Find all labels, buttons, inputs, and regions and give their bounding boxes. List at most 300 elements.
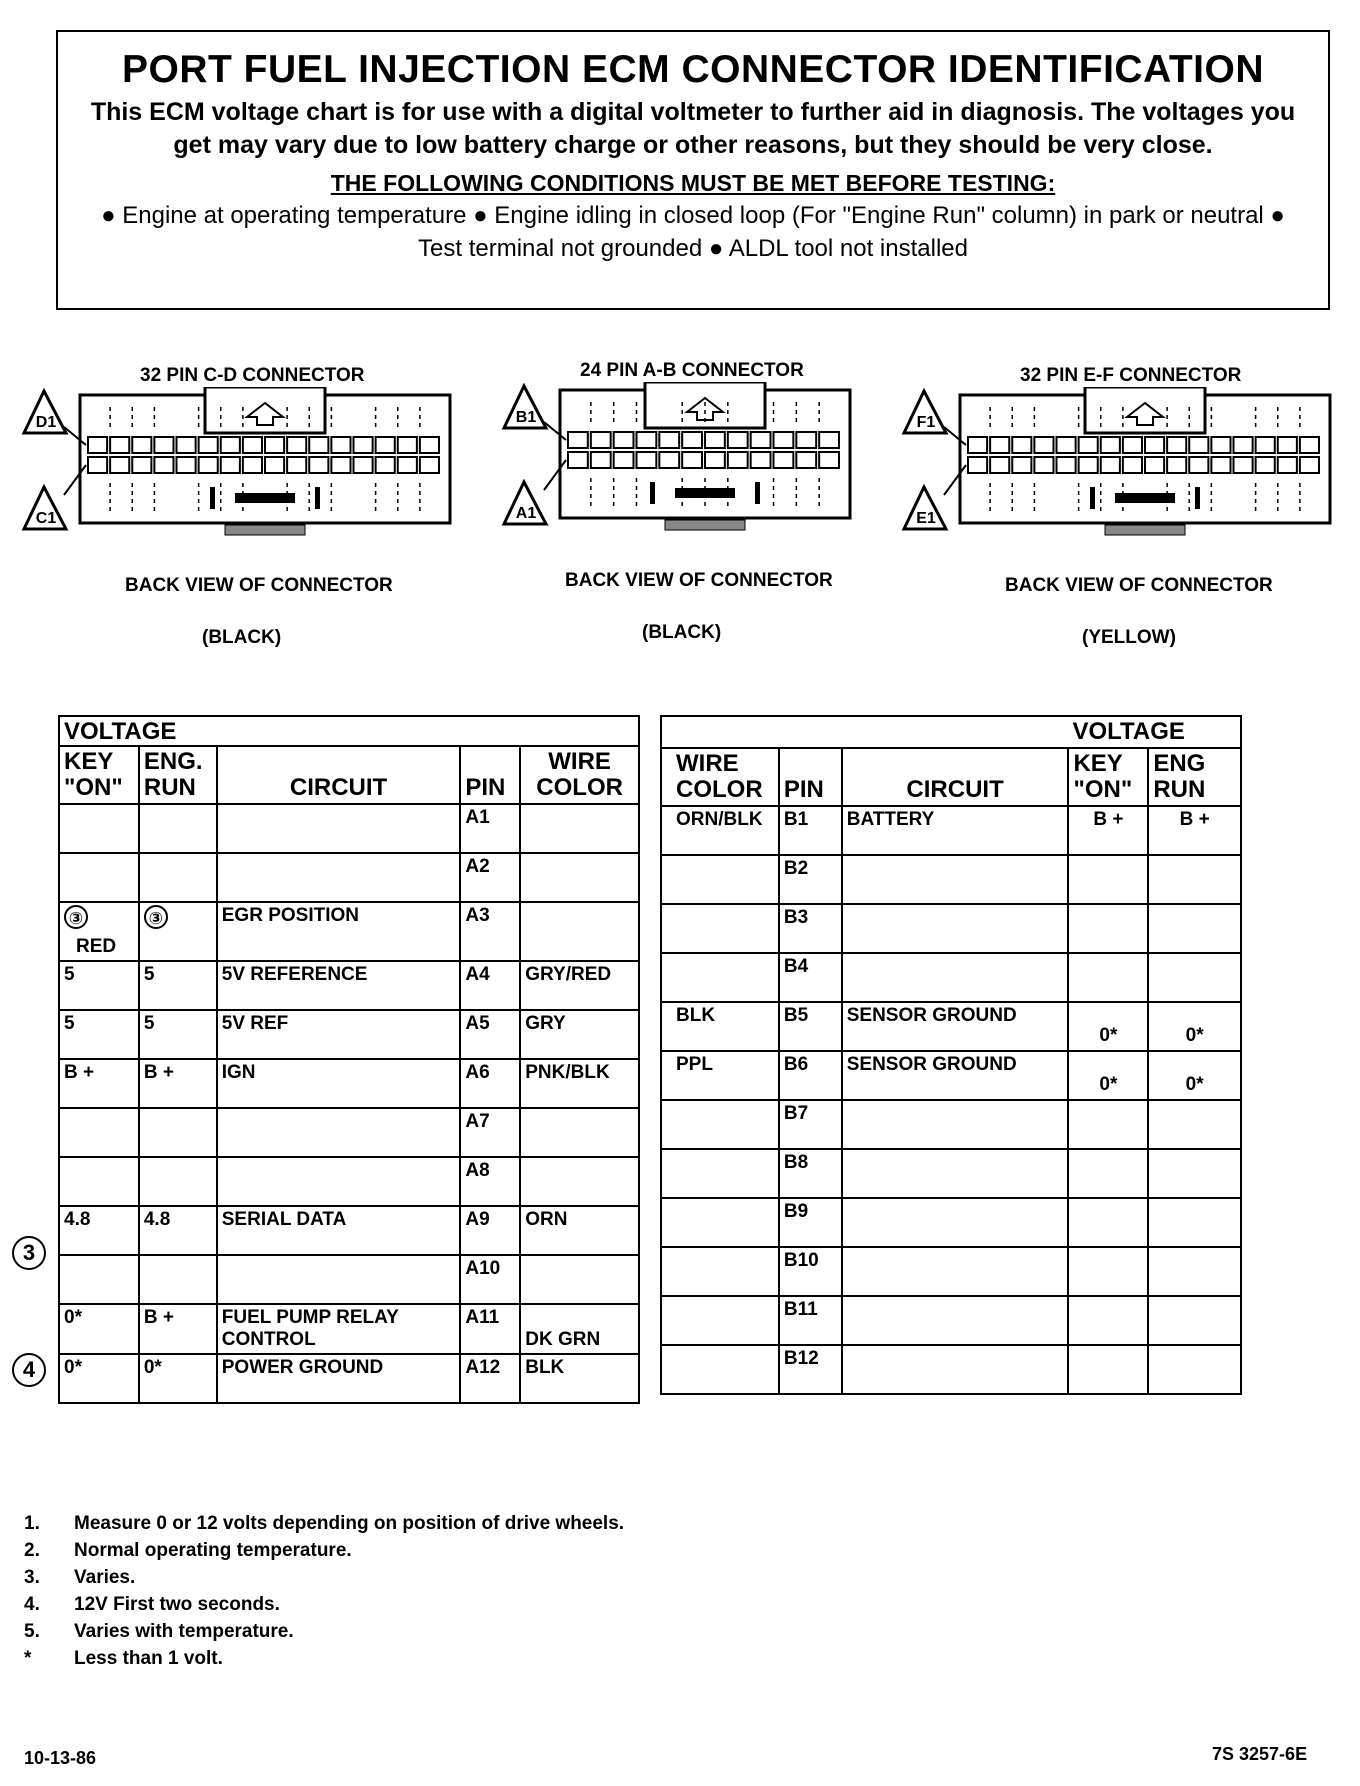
- table-row: [59, 1304, 639, 1354]
- pin-cavity: [110, 457, 129, 473]
- pin-cavity: [1211, 457, 1230, 473]
- key-on-value: 5: [64, 1013, 75, 1034]
- circuit-cell: [842, 1345, 1069, 1394]
- eng-run-cell: [139, 804, 217, 853]
- eng-run-cell: [1148, 855, 1241, 904]
- key-on-cell: [1068, 855, 1148, 904]
- locking-tab: [210, 487, 215, 509]
- pin-cavity: [88, 437, 107, 453]
- pin-cell: B10: [779, 1247, 842, 1296]
- pin-cell: A2: [460, 853, 520, 902]
- pin-cell: A3: [460, 902, 520, 961]
- footnote-text: Less than 1 volt.: [74, 1648, 223, 1669]
- pin-cavity: [705, 452, 725, 468]
- key-on-cell: [1068, 1345, 1148, 1394]
- pin-cavity: [1079, 457, 1098, 473]
- pin-cavity: [309, 437, 328, 453]
- pin-cell: B8: [779, 1149, 842, 1198]
- pin-cavity: [1211, 437, 1230, 453]
- table-row: [661, 1051, 1241, 1100]
- pin-cavity: [1300, 437, 1319, 453]
- connector-title: 32 PIN C-D CONNECTOR: [140, 365, 365, 386]
- key-on-cell: [59, 1206, 139, 1255]
- table-row: [661, 1296, 1241, 1345]
- pin-cavity: [309, 457, 328, 473]
- pin-cavity: [1278, 457, 1297, 473]
- table-row: [661, 953, 1241, 1002]
- pin-cell: B11: [779, 1296, 842, 1345]
- pin-cavity: [420, 437, 439, 453]
- pin-cell: B4: [779, 953, 842, 1002]
- pin-cavity: [199, 457, 218, 473]
- pin-cavity: [154, 457, 173, 473]
- key-on-cell: [59, 804, 139, 853]
- pin-cell: A11: [460, 1304, 520, 1354]
- circuit-value: 5V REF: [221, 1013, 289, 1034]
- wire-color-cell: [661, 1247, 779, 1296]
- key-on-value: B +: [1093, 809, 1124, 830]
- conditions-title: THE FOLLOWING CONDITIONS MUST BE MET BEFORE TESTING:: [330, 170, 1056, 196]
- pin-table-b: [660, 715, 1242, 1395]
- key-on-value: B +: [64, 1062, 95, 1083]
- pin-cavity: [1256, 437, 1275, 453]
- connector-2: [500, 360, 860, 660]
- key-on-cell: [1068, 1149, 1148, 1198]
- pin-cavity: [1079, 437, 1098, 453]
- pin-cavity: [1034, 437, 1053, 453]
- pin-cell: A5: [460, 1010, 520, 1059]
- locking-tab: [755, 482, 760, 504]
- wire-color-cell: DK GRN: [520, 1304, 639, 1354]
- pin-cavity: [990, 457, 1009, 473]
- voltage-header-a: VOLTAGE: [59, 716, 639, 746]
- col-pin-b: PIN: [779, 748, 842, 806]
- footnote-item: [24, 1510, 624, 1537]
- wire-color-cell: [661, 904, 779, 953]
- key-on-value: 0*: [1099, 1025, 1118, 1046]
- connector-color: (BLACK): [642, 622, 722, 643]
- eng-run-value: B +: [1179, 809, 1210, 830]
- pin-cavity: [1057, 457, 1076, 473]
- locking-tab: [1090, 487, 1095, 509]
- pin-top-label: B1: [515, 409, 537, 426]
- circled-note-icon: ③: [144, 905, 168, 929]
- pin-cavity: [796, 432, 816, 448]
- key-on-value: 5: [64, 964, 75, 985]
- col-pin-a: PIN: [460, 746, 520, 804]
- footnote-item: [24, 1537, 624, 1564]
- pin-cavity: [751, 452, 771, 468]
- connector-base: [225, 525, 305, 535]
- pin-cavity: [728, 432, 748, 448]
- pin-cavity: [1145, 437, 1164, 453]
- connector-title: 32 PIN E-F CONNECTOR: [1020, 365, 1242, 386]
- pin-cavity: [132, 457, 151, 473]
- locking-bar: [675, 488, 735, 498]
- pin-cavity: [1189, 457, 1208, 473]
- footnote-item: [24, 1591, 624, 1618]
- pin-cavity: [420, 457, 439, 473]
- eng-run-cell: [1148, 953, 1241, 1002]
- circuit-cell: [217, 1108, 461, 1157]
- key-on-cell: [59, 1304, 139, 1354]
- key-on-cell: [59, 1255, 139, 1304]
- col-key-on-b: KEY "ON": [1068, 748, 1148, 806]
- key-on-value: 0*: [64, 1357, 82, 1378]
- circuit-cell: BATTERY: [842, 806, 1069, 855]
- footnote-text: Normal operating temperature.: [74, 1540, 352, 1561]
- eng-run-cell: [1148, 904, 1241, 953]
- pin-cavity: [1012, 457, 1031, 473]
- pin-cavity: [1101, 457, 1120, 473]
- pin-cavity: [990, 437, 1009, 453]
- pin-cavity: [591, 452, 611, 468]
- pin-cavity: [682, 452, 702, 468]
- connector-drawing: [500, 382, 860, 552]
- circled-note-icon: ③: [64, 905, 88, 929]
- circuit-cell: [217, 1157, 461, 1206]
- wire-color-cell: [520, 1108, 639, 1157]
- pin-cell: A10: [460, 1255, 520, 1304]
- wire-color-cell: [520, 853, 639, 902]
- pin-cavity: [1057, 437, 1076, 453]
- table-row: [661, 1100, 1241, 1149]
- connector-view-caption: BACK VIEW OF CONNECTOR: [565, 570, 833, 591]
- col-eng-run-a: ENG. RUN: [139, 746, 217, 804]
- table-row: [59, 1354, 639, 1403]
- wire-color-cell: [520, 1255, 639, 1304]
- wire-color-cell: PNK/BLK: [520, 1059, 639, 1108]
- circuit-cell: [217, 961, 461, 1010]
- pin-cavity: [705, 432, 725, 448]
- eng-run-cell: [139, 1206, 217, 1255]
- pin-cavity: [1123, 457, 1142, 473]
- footnote-text: Varies.: [74, 1567, 136, 1588]
- circuit-cell: SENSOR GROUND: [842, 1002, 1069, 1051]
- locking-bar: [235, 493, 295, 503]
- key-on-cell: [1068, 953, 1148, 1002]
- pin-cell: B1: [779, 806, 842, 855]
- col-wire-color-a: WIRE COLOR: [520, 746, 639, 804]
- pin-cell: A4: [460, 961, 520, 1010]
- page-title: PORT FUEL INJECTION ECM CONNECTOR IDENTIFICATION: [121, 48, 1265, 91]
- wire-color-cell: [661, 1198, 779, 1247]
- key-on-cell: [59, 1010, 139, 1059]
- pin-cavity: [154, 437, 173, 453]
- pin-cavity: [221, 457, 240, 473]
- pin-cavity: [637, 452, 657, 468]
- eng-run-value: 0*: [143, 1357, 162, 1378]
- pin-cavity: [331, 457, 350, 473]
- key-on-value: 0*: [1099, 1074, 1118, 1095]
- pin-cavity: [376, 437, 395, 453]
- pin-cavity: [1012, 437, 1031, 453]
- connector-base: [1105, 525, 1185, 535]
- eng-run-value: 0*: [1185, 1025, 1204, 1046]
- table-row: [59, 1206, 639, 1255]
- pin-cavity: [199, 437, 218, 453]
- eng-run-cell: [1148, 1149, 1241, 1198]
- circuit-cell: [217, 1059, 461, 1108]
- pin-cavity: [819, 432, 839, 448]
- eng-run-cell: [1148, 1198, 1241, 1247]
- wire-color-cell: [661, 1345, 779, 1394]
- circuit-cell: [842, 855, 1069, 904]
- pin-cavity: [774, 452, 794, 468]
- connector-view-caption: BACK VIEW OF CONNECTOR: [1005, 575, 1273, 596]
- key-on-cell: [59, 961, 139, 1010]
- pin-cell: B12: [779, 1345, 842, 1394]
- pin-cell: B2: [779, 855, 842, 904]
- pin-cavity: [331, 437, 350, 453]
- circuit-cell: [217, 804, 461, 853]
- pin-top-label: F1: [916, 414, 936, 431]
- locking-tab: [1195, 487, 1200, 509]
- connector-color: (BLACK): [202, 627, 282, 648]
- pin-cavity: [265, 457, 284, 473]
- footnote-text: Measure 0 or 12 volts depending on position of drive wheels.: [74, 1513, 625, 1534]
- table-row: [59, 1255, 639, 1304]
- footnote-number: *: [24, 1648, 32, 1669]
- eng-run-cell: [139, 1255, 217, 1304]
- pin-cavity: [243, 437, 262, 453]
- circuit-cell: [217, 902, 461, 961]
- key-window: [205, 387, 325, 433]
- pin-cavity: [1256, 457, 1275, 473]
- key-on-cell: [1068, 806, 1148, 855]
- pin-table-a: [58, 715, 640, 1404]
- pin-cavity: [265, 437, 284, 453]
- col-key-on-a: KEY "ON": [59, 746, 139, 804]
- wire-color-cell: ORN/BLK: [661, 806, 779, 855]
- table-row: [661, 855, 1241, 904]
- key-on-value: 4.8: [64, 1209, 91, 1230]
- eng-run-cell: [1148, 1051, 1241, 1100]
- key-window: [1085, 387, 1205, 433]
- wire-color-cell: [661, 855, 779, 904]
- table-row: [661, 1149, 1241, 1198]
- key-on-cell: [1068, 904, 1148, 953]
- pin-cavity: [796, 452, 816, 468]
- pin-cavity: [376, 457, 395, 473]
- pin-cavity: [1234, 457, 1253, 473]
- eng-run-cell: [139, 1059, 217, 1108]
- footer-date: 10-13-86: [24, 1748, 97, 1768]
- table-row: [661, 1198, 1241, 1247]
- pin-cavity: [568, 432, 588, 448]
- eng-run-value: 5: [143, 964, 155, 985]
- table-row: [59, 804, 639, 853]
- pin-cavity: [287, 437, 306, 453]
- circuit-value: EGR POSITION: [221, 905, 359, 926]
- col-wire-color-b: WIRE COLOR: [661, 748, 779, 806]
- pin-bottom-label: C1: [35, 510, 57, 527]
- wire-color-cell: ORN: [520, 1206, 639, 1255]
- table-row: [59, 961, 639, 1010]
- table-row: [661, 1247, 1241, 1296]
- connector-drawing: [900, 387, 1340, 557]
- table-row: [59, 1157, 639, 1206]
- eng-run-cell: [139, 902, 217, 961]
- locking-tab: [315, 487, 320, 509]
- pin-cavity: [354, 437, 373, 453]
- table-row: [661, 806, 1241, 855]
- pin-cavity: [1145, 457, 1164, 473]
- pin-cavity: [1123, 437, 1142, 453]
- eng-run-value: B +: [143, 1307, 174, 1328]
- pin-cavity: [1167, 457, 1186, 473]
- col-circuit-b: CIRCUIT: [842, 748, 1069, 806]
- locking-tab: [650, 482, 655, 504]
- eng-run-cell: [1148, 1296, 1241, 1345]
- key-on-cell: [1068, 1051, 1148, 1100]
- pin-cavity: [614, 452, 634, 468]
- pin-cavity: [287, 457, 306, 473]
- pin-cell: B5: [779, 1002, 842, 1051]
- circuit-cell: [217, 853, 461, 902]
- pin-top-label: D1: [35, 414, 57, 431]
- eng-run-cell: [1148, 1002, 1241, 1051]
- pin-cavity: [659, 452, 679, 468]
- wire-color-cell: GRY: [520, 1010, 639, 1059]
- key-on-subtext: RED: [76, 936, 117, 957]
- intro-text: This ECM voltage chart is for use with a digital voltmeter to further aid in diagnosis. The voltages you get may vary due to low battery charge or other reasons, but they should be very close.: [90, 98, 1296, 159]
- wire-color-cell: [520, 902, 639, 961]
- pin-cavity: [177, 457, 196, 473]
- key-on-cell: [59, 902, 139, 961]
- pin-cavity: [774, 432, 794, 448]
- footnote-number: 3.: [24, 1567, 40, 1588]
- key-on-value: 0*: [64, 1307, 82, 1328]
- pin-cavity: [682, 432, 702, 448]
- pin-cavity: [591, 432, 611, 448]
- eng-run-cell: [1148, 1100, 1241, 1149]
- circuit-value-line2: CONTROL: [221, 1329, 316, 1350]
- key-on-cell: [59, 1108, 139, 1157]
- eng-run-cell: [139, 1108, 217, 1157]
- pin-cavity: [1167, 437, 1186, 453]
- pin-cavity: [1034, 457, 1053, 473]
- footnote-item: [24, 1645, 624, 1672]
- circuit-cell: [217, 1354, 461, 1403]
- connector-color: (YELLOW): [1082, 627, 1176, 648]
- table-row: [59, 1108, 639, 1157]
- footnote-text: Varies with temperature.: [74, 1621, 294, 1642]
- pin-cell: A8: [460, 1157, 520, 1206]
- side-marker-4: 4: [12, 1353, 46, 1387]
- pin-cavity: [243, 457, 262, 473]
- pin-cell: B6: [779, 1051, 842, 1100]
- footer-code: 7S 3257-6E: [1212, 1744, 1308, 1764]
- circuit-cell: [217, 1304, 461, 1354]
- footnotes: [24, 1510, 624, 1672]
- table-row: [661, 1345, 1241, 1394]
- eng-run-value: 4.8: [143, 1209, 171, 1230]
- header-box: [56, 30, 1330, 310]
- circuit-cell: [217, 1206, 461, 1255]
- eng-run-cell: [139, 1304, 217, 1354]
- pin-cavity: [1234, 437, 1253, 453]
- circuit-value: POWER GROUND: [221, 1357, 384, 1378]
- table-row: [59, 853, 639, 902]
- circuit-cell: [842, 1149, 1069, 1198]
- col-circuit-a: CIRCUIT: [217, 746, 461, 804]
- table-row: [59, 1010, 639, 1059]
- table-row: [59, 1059, 639, 1108]
- wire-color-cell: [520, 804, 639, 853]
- eng-run-cell: [139, 853, 217, 902]
- eng-run-cell: [139, 961, 217, 1010]
- pin-cavity: [398, 437, 417, 453]
- footnote-item: [24, 1564, 624, 1591]
- pin-cavity: [968, 457, 987, 473]
- eng-run-cell: [1148, 1247, 1241, 1296]
- voltage-header-b: VOLTAGE: [1068, 716, 1241, 748]
- circuit-cell: [842, 1198, 1069, 1247]
- pin-cell: B7: [779, 1100, 842, 1149]
- wire-color-cell: [661, 1100, 779, 1149]
- pin-cavity: [728, 452, 748, 468]
- key-on-cell: [1068, 1296, 1148, 1345]
- eng-run-cell: [139, 1354, 217, 1403]
- side-marker-3: 3: [12, 1236, 46, 1270]
- pin-bottom-label: E1: [916, 510, 936, 527]
- footnote-number: 1.: [24, 1513, 40, 1534]
- pin-cavity: [1278, 437, 1297, 453]
- connector-drawing: [20, 387, 460, 557]
- pin-cavity: [88, 457, 107, 473]
- eng-run-value: 0*: [1185, 1074, 1204, 1095]
- table-row: [661, 904, 1241, 953]
- key-on-cell: [59, 1354, 139, 1403]
- connector-base: [665, 520, 745, 530]
- circuit-value: 5V REFERENCE: [221, 964, 368, 985]
- key-on-cell: [1068, 1247, 1148, 1296]
- wire-color-cell: [661, 1296, 779, 1345]
- pin-cavity: [968, 437, 987, 453]
- connector-title: 24 PIN A-B CONNECTOR: [580, 360, 804, 381]
- footnote-number: 4.: [24, 1594, 40, 1615]
- key-on-cell: [59, 1059, 139, 1108]
- circuit-value: IGN: [221, 1062, 256, 1083]
- circuit-cell: SENSOR GROUND: [842, 1051, 1069, 1100]
- wire-color-cell: [661, 953, 779, 1002]
- circuit-cell: [842, 904, 1069, 953]
- wire-color-cell: GRY/RED: [520, 961, 639, 1010]
- pin-cavity: [568, 452, 588, 468]
- col-eng-run-b: ENG RUN: [1148, 748, 1241, 806]
- wire-color-cell: BLK: [520, 1354, 639, 1403]
- pin-cavity: [751, 432, 771, 448]
- pin-cavity: [132, 437, 151, 453]
- pin-cell: B9: [779, 1198, 842, 1247]
- wire-color-cell: [520, 1157, 639, 1206]
- eng-run-cell: [1148, 806, 1241, 855]
- footnote-number: 5.: [24, 1621, 40, 1642]
- circuit-value: FUEL PUMP RELAY: [221, 1307, 399, 1328]
- wire-color-cell: BLK: [661, 1002, 779, 1051]
- table-row: [59, 902, 639, 961]
- pin-cavity: [637, 432, 657, 448]
- pin-cavity: [221, 437, 240, 453]
- key-on-cell: [1068, 1100, 1148, 1149]
- pin-cavity: [110, 437, 129, 453]
- footnote-item: [24, 1618, 624, 1645]
- circuit-cell: [842, 1296, 1069, 1345]
- pin-cell: A1: [460, 804, 520, 853]
- table-row: [661, 1002, 1241, 1051]
- pin-cell: A6: [460, 1059, 520, 1108]
